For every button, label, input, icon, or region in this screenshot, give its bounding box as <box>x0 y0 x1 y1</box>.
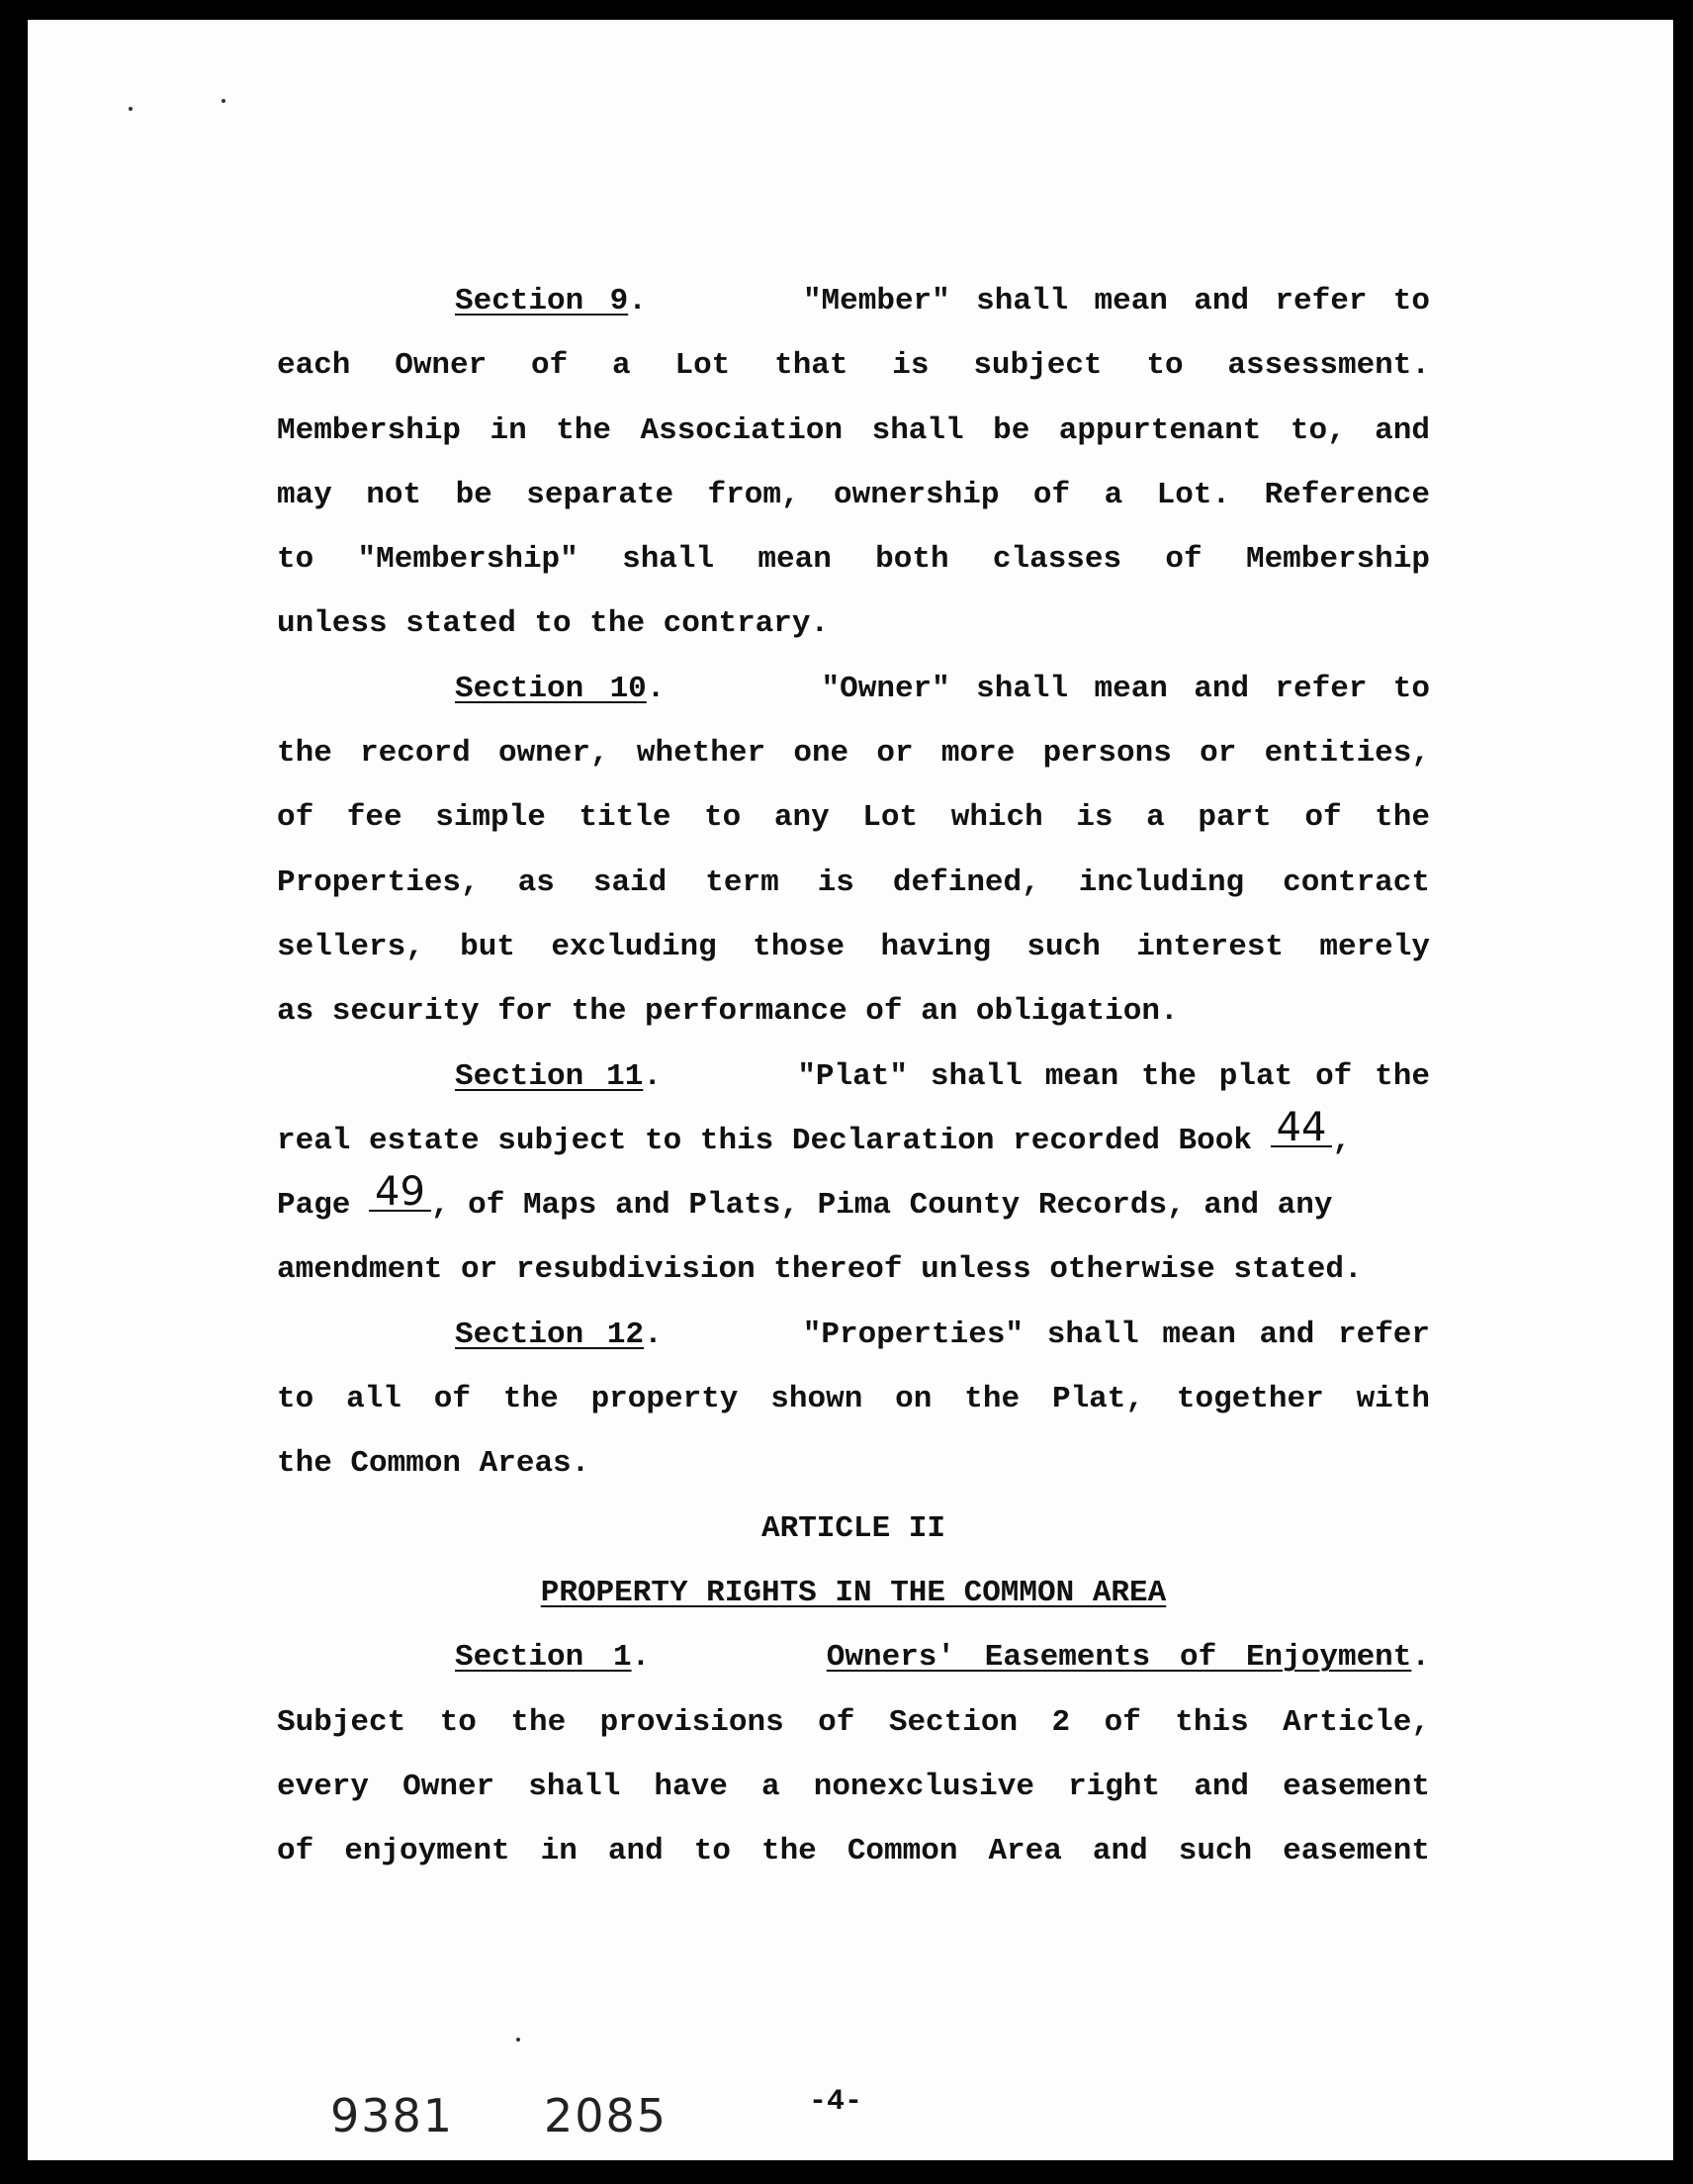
section-9 <box>277 269 1430 657</box>
text-line: as security for the performance of an obligation. <box>277 994 1179 1030</box>
section-heading: Section 9 <box>455 284 629 318</box>
section-12 <box>277 1303 1430 1497</box>
scan-speck <box>222 99 225 103</box>
docket-number-left: 9381 <box>330 2089 455 2142</box>
text-line: Subject to the provisions of Section 2 of this Article, <box>277 1704 1430 1740</box>
text-line: to "Membership" shall mean both classes of Membership <box>277 542 1430 578</box>
article-title: PROPERTY RIGHTS IN THE COMMON AREA <box>540 1575 1167 1610</box>
text-line: real estate subject to this Declaration recorded Book 44 , <box>277 1104 1352 1158</box>
scan-speck <box>516 2038 520 2042</box>
section-heading: Section 12 <box>455 1317 645 1352</box>
docket-number-right: 2085 <box>544 2089 668 2142</box>
text-line: Section 11. "Plat" shall mean the plat of the <box>455 1058 1430 1094</box>
text-line: amendment or resubdivision thereof unless otherwise stated. <box>277 1252 1363 1288</box>
text-line: Page 49 , of Maps and Plats, Pima County Records, and any <box>277 1169 1333 1224</box>
article-title-line <box>277 1561 1430 1625</box>
section-11 <box>277 1045 1430 1303</box>
section-10 <box>277 657 1430 1045</box>
article-section-1 <box>277 1625 1430 1883</box>
text-line: to all of the property shown on the Plat, together with <box>277 1382 1430 1417</box>
section-heading: Section 11 <box>455 1058 644 1094</box>
text-line: may not be separate from, ownership of a Lot. Reference <box>277 477 1430 512</box>
article-number: ARTICLE II <box>760 1510 946 1546</box>
text-line: of enjoyment in and to the Common Area and such easement <box>277 1834 1430 1869</box>
text-line: each Owner of a Lot that is subject to assessment. <box>277 348 1430 384</box>
scan-speck <box>129 107 133 111</box>
page-number: -4- <box>809 2085 863 2119</box>
text-line: sellers, but excluding those having such interest merely <box>277 929 1430 964</box>
text-line: Section 10. "Owner" shall mean and refer to <box>455 671 1431 706</box>
text-line: Membership in the Association shall be appurtenant to, and <box>277 412 1430 448</box>
text-line: the Common Areas. <box>277 1446 590 1482</box>
text-line: unless stated to the contrary. <box>277 606 830 642</box>
text-line: of fee simple title to any Lot which is a part of the <box>277 800 1430 836</box>
handwritten-page-number: 49 <box>369 1174 431 1212</box>
body-text <box>277 269 1430 1883</box>
section-heading: Section 1 <box>455 1640 632 1676</box>
text-line: Section 9. "Member" shall mean and refer to <box>455 284 1430 318</box>
text-line: the record owner, whether one or more persons or entities, <box>277 736 1430 772</box>
document-page <box>28 20 1673 2160</box>
text-line: every Owner shall have a nonexclusive right and easement <box>277 1769 1430 1804</box>
section-heading: Section 10 <box>455 671 647 706</box>
text-line: Section 1. Owners' Easements of Enjoyment. <box>455 1640 1430 1676</box>
text-line: Properties, as said term is defined, including contract <box>277 864 1430 900</box>
handwritten-book-number: 44 <box>1271 1110 1333 1147</box>
section-subheading: Owners' Easements of Enjoyment <box>826 1640 1412 1676</box>
text-line: Section 12. "Properties" shall mean and refer <box>455 1317 1430 1352</box>
